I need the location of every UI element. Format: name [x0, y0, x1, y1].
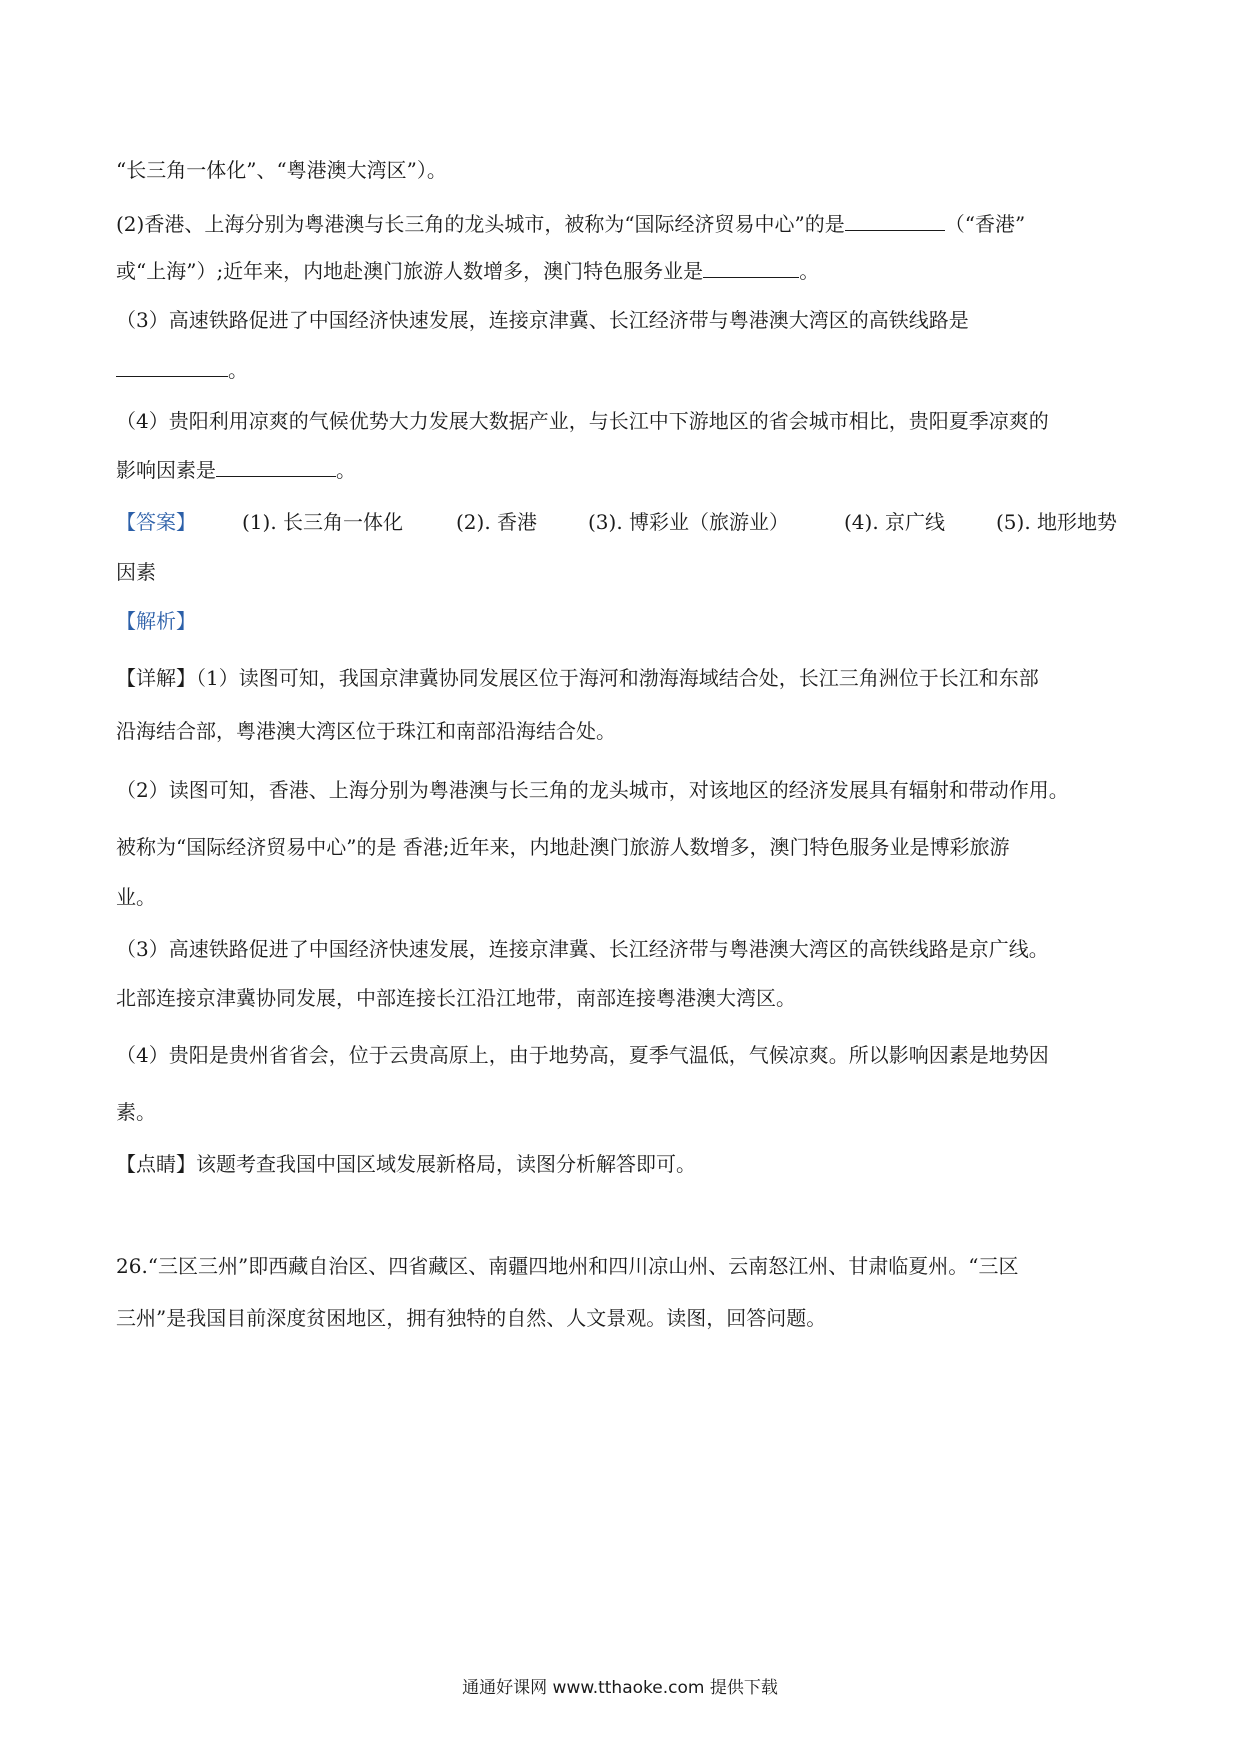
q26-line-2: 三州”是我国目前深度贫困地区，拥有独特的自然、人文景观。读图，回答问题。: [116, 1306, 827, 1330]
answer-item-4: (4). 京广线: [844, 510, 946, 534]
detail-1-line-2: 沿海结合部，粤港澳大湾区位于珠江和南部沿海结合处。: [116, 719, 616, 743]
note-line: 【点睛】该题考查我国中国区域发展新格局，读图分析解答即可。: [116, 1152, 696, 1176]
answer-blank-1[interactable]: [845, 210, 945, 231]
answer-wrap-line: 因素: [116, 560, 156, 584]
answer-item-5: (5). 地形地势: [996, 510, 1118, 534]
q25-part2-line-2: 或“上海”）;近年来，内地赴澳门旅游人数增多，澳门特色服务业是 。: [116, 259, 820, 283]
note-tag: 【点睛】: [116, 1152, 196, 1176]
detail-2-line-1: （2）读图可知，香港、上海分别为粤港澳与长三角的龙头城市，对该地区的经济发展具有辐射和带动作用。: [116, 778, 1069, 802]
detail-3-line-2: 北部连接京津冀协同发展，中部连接长江沿江地带，南部连接粤港澳大湾区。: [116, 986, 796, 1010]
detail-4-line-2: 素。: [116, 1100, 156, 1124]
detail-4-line-1: （4）贵阳是贵州省省会，位于云贵高原上，由于地势高，夏季气温低，气候凉爽。所以影响因素是地势因: [116, 1043, 1049, 1067]
answer-item-2: (2). 香港: [456, 510, 538, 534]
page-footer: 通通好课网 www.tthaoke.com 提供下载: [462, 1678, 778, 1698]
detail-3-line-1: （3）高速铁路促进了中国经济快速发展，连接京津冀、长江经济带与粤港澳大湾区的高铁线路是京广线。: [116, 937, 1049, 961]
answer-tag: 【答案】: [116, 510, 196, 534]
q25-part4-line-2: 影响因素是 。: [116, 458, 356, 482]
answer-blank-4[interactable]: [216, 456, 336, 477]
answer-item-3: (3). 博彩业（旅游业）: [588, 510, 790, 534]
detail-2-line-2: 被称为“国际经济贸易中心”的是 香港;近年来，内地赴澳门旅游人数增多，澳门特色服务业是博彩旅游: [116, 835, 1010, 859]
q25-part2-line-1: (2)香港、上海分别为粤港澳与长三角的龙头城市，被称为“国际经济贸易中心”的是 （“香港”: [116, 212, 1026, 236]
q25-part3-line-1: （3）高速铁路促进了中国经济快速发展，连接京津冀、长江经济带与粤港澳大湾区的高铁线路是: [116, 308, 969, 332]
answer-item-1: (1). 长三角一体化: [242, 510, 404, 534]
answer-blank-3[interactable]: [116, 356, 228, 377]
q25-line-1: “长三角一体化”、“粤港澳大湾区”）。: [116, 158, 447, 182]
answer-line: [116, 508, 1136, 536]
q26-line-1: 26.“三区三州”即西藏自治区、四省藏区、南疆四地州和四川凉山州、云南怒江州、甘肃临夏州。“三区: [116, 1254, 1019, 1278]
detail-2-line-3: 业。: [116, 885, 156, 909]
detail-1-line-1: 【详解】（1）读图可知，我国京津冀协同发展区位于海河和渤海海域结合处，长江三角洲位于长江和东部: [116, 666, 1039, 690]
q25-part3-line-2: 。: [116, 356, 1136, 384]
answer-blank-2[interactable]: [703, 257, 799, 278]
detail-tag: 【详解】: [116, 666, 196, 690]
analysis-tag: 【解析】: [116, 609, 196, 633]
q25-part4-line-1: （4）贵阳利用凉爽的气候优势大力发展大数据产业，与长江中下游地区的省会城市相比，贵阳夏季凉爽的: [116, 409, 1049, 433]
